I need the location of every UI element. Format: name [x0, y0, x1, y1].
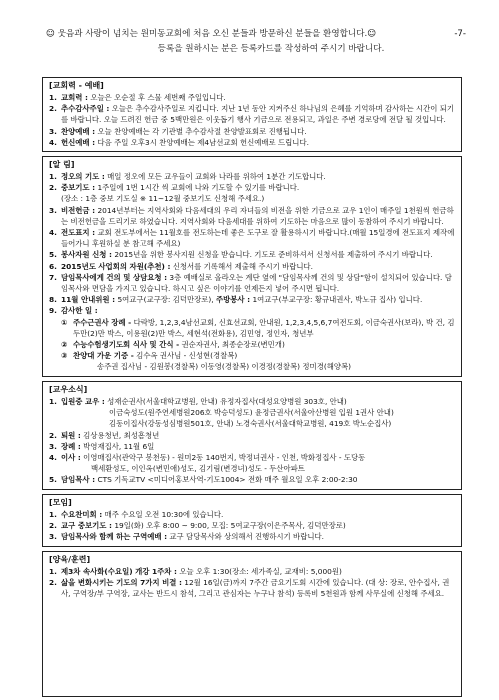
meeting-section: [42, 494, 462, 547]
list-item: 이금숙성도(원주연세병원206호 박승덕성도) 윤정금권사(서울아산병원 입원 1권사 안내): [109, 408, 394, 418]
page-number: -7-: [454, 29, 466, 39]
list-item: 2. 추수감사주일 : 오늘은 추수감사주일로 지킵니다. 지난 1년 동안 지켜주신 하나님의 은혜를 기억하며 감사하는 시간이 되기를 바랍니다. 오늘 드려진 헌금 중 5백만원은 이웃돕기 행사 기금으로 전용되고, 과일은 주변 경로당에 전달 될 것입니다.: [49, 104, 454, 125]
list-item: 3. 장례 : 박영재집사, 11월 6일: [49, 441, 155, 451]
list-subitem: 송주권 집사님 - 김원봉(경찰복) 이동영(경찰복) 이경정(경찰복) 정미경(해양복): [97, 362, 352, 372]
list-item: 1. 입원중 교우 : 성재순권사(서울대학교병원, 안내) 유정자집사(대성요양병원 303호, 안내): [49, 397, 347, 406]
list-item: 김동이집사(강동성심병원501호, 안내) 노경숙권사(서울대학교병원, 419호 박노순집사): [109, 419, 392, 429]
list-item: 2. 교구 중보기도 : 19일(화) 오후 8:00 ~ 9:00, 모집: 5여교구장(이은주목사, 김덕만장로): [49, 521, 346, 531]
parish-news-section: [42, 381, 462, 490]
list-subitem: ③ 찬양대 가운 기증 - 김수옥 권사님 - 신성현(경찰복): [61, 351, 238, 361]
list-item: (장소 : 1층 중보 기도실 ※ 11~12월 중보기도 신청해 주세요.): [61, 194, 265, 204]
list-item: 9. 감사한 일 :: [49, 306, 98, 316]
section-title: [교우소식]: [49, 385, 88, 394]
list-item: 1. 교회력 : 오늘은 오순절 후 스물 세번째 주일입니다.: [49, 93, 226, 102]
list-item: 4. 이사 : 이영매집사(관악구 봉천동) - 원미2동 140번지, 박정녀권사 - 인천, 박화정집사 - 도당동: [49, 453, 366, 463]
list-item: 4. 헌신예배 : 다음 주일 오후3시 찬양예배는 제4남선교회 헌신예배로 드립니다.: [49, 137, 309, 147]
notice-section: [42, 156, 462, 377]
training-section: [42, 551, 462, 697]
list-item: 3. 비전헌금 : 2014년부터는 지역사회와 다음세대의 우리 자녀들의 비전을 위한 기금으로 교우 1인이 매주일 1천원씩 헌금하는 비전헌금을 드리기로 하였습니다. 지역사회와 다음세대를 위하여 기도하는 마음으로 많이 동참하여 주시기 바랍니다.: [49, 205, 454, 226]
list-subitem: ② 수능수험생기도회 식사 및 간식 - 권순자권사, 최종순장로(변민개): [61, 340, 285, 350]
page-header: [46, 27, 466, 57]
list-item: 1. 제3차 속사화(수요일) 개강 1주차 : 오늘 오후 1:30(장소: 세가족실, 교재비: 5,000원): [49, 567, 342, 576]
list-item: 2. 삶을 변화시키는 기도의 7가지 비결 : 12월 16일(금)까지 7주간 금요기도회 시간에 있습니다. (대 상: 장로, 안수집사, 권사, 구역장/부 구역장, 교사는 반드시 참석, 그리고 관심자는 누구나 참석) 등록비 5천원과 함께 사무실에 신청해 주세요.: [49, 578, 450, 599]
registration-message: 등록을 원하시는 분은 등록카드를 작성하여 주시기 바랍니다.: [157, 44, 385, 54]
list-item: 1. 정오의 기도 : 매일 정오에 모든 교우들이 교회와 나라를 위하여 1분간 기도합니다.: [49, 172, 326, 181]
list-item: 2. 중보기도 : 1주일에 1번 1시간 씩 교회에 나와 기도할 수 있기를 바랍니다.: [49, 183, 300, 193]
section-title: [양육/훈련]: [49, 555, 91, 564]
list-item: 6. 2015년도 사업회의 자원(추천) : 신청서를 기록해서 제출해 주시기 바랍니다.: [49, 261, 314, 271]
section-title: [알 림]: [49, 160, 75, 169]
list-item: 1. 수요찬미회 : 매주 수요일 오전 10:30에 있습니다.: [49, 510, 224, 519]
section-title: [모임]: [49, 498, 72, 507]
list-item: 5. 담임목사 : CTS 기독교TV <미디어홍보사역-기도1004> 전화 매주 월요일 오후 2:00-2:30: [49, 475, 358, 485]
list-item: 4. 전도표지 : 교회 전도부에서는 11월호를 전도하는데 좋은 도구로 잘 활용하시기 바랍니다.(매월 15일경에 전도표지 제작에 들어가니 후원하실 분 참고해 주세요): [49, 228, 455, 249]
list-item: 백세환성도, 이인옥(변민애)성도, 김기림(변경녀)성도 - 두산아파트: [91, 464, 305, 474]
list-item: 3. 담임목사와 함께 하는 구역예배 : 교구 담당목사와 상의해서 진행하시기 바랍니다.: [49, 532, 324, 542]
list-item: 5. 봉사자원 신청 : 2015년을 위한 봉사지원 신청을 받습니다. 기도로 준비하셔서 신청서를 제출하여 주시기 바랍니다.: [49, 250, 433, 260]
worship-section: [42, 77, 462, 152]
section-title: [교회력 - 예배]: [49, 81, 104, 90]
list-item: 7. 담임목사에게 건의 및 상담요청 : 3층 예배실로 올라오는 계단 옆에 "담임목사께 건의 및 상담"함이 설치되어 있습니다. 담임목사와 면담을 가지고 있습니다. 하시고 싶은 이야기를 언제든지 넣어 주시면 됩니다.: [49, 272, 452, 294]
list-item: 8. 11월 안내위원 : 5여교구(교구장: 김덕만장로), 주방봉사 : 1여교구(부교구장: 황규내권사, 박노규 집사) 입니다.: [49, 295, 423, 305]
list-item: 2. 퇴원 : 김상용청년, 최성흠청년: [49, 430, 160, 440]
list-subitem: ① 주수근권사 장례 - 다락방, 1,2,3,4남선교회, 신효선교회, 안내원, 1,2,3,4,5,6,7여전도회, 이금숙권사(보라), 박 건, 김두만(2)만 박스, 이용원(2)만 박스, 세현석(전화용), 김민영, 정인자, 청년부: [61, 317, 455, 338]
list-item: 3. 찬양예배 : 오늘 찬양예배는 각 기관별 추수감사절 찬양발표회로 진행됩니다.: [49, 126, 307, 136]
welcome-message: ☺ 웃음과 사랑이 넘치는 원미동교회에 처음 오신 분들과 방문하신 분들을 환영합니다.☺: [46, 29, 377, 39]
